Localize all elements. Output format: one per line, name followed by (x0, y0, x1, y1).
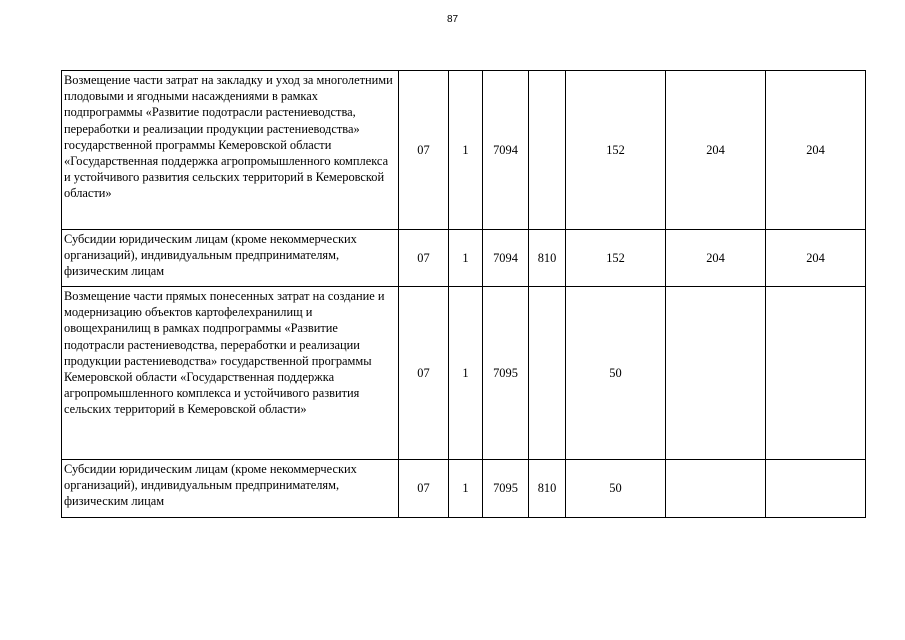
target-code-cell: 7095 (483, 460, 529, 518)
target-code-cell: 7094 (483, 230, 529, 287)
table-row (62, 71, 866, 230)
amount-cell-3 (766, 287, 866, 460)
amount-cell-1: 152 (566, 230, 666, 287)
row-description: Возмещение части прямых понесенных затрат на создание и модернизацию объектов картофелехранилищ и овощехранилищ в рамках подпрограммы «Развитие подотрасли растениеводства, переработки и реализации продукции растениеводства» государственной программы Кемеровской области «Государственная поддержка агропромышленного комплекса и устойчивого развития сельских территорий в Кемеровской области» (62, 287, 399, 460)
amount-cell-2 (666, 287, 766, 460)
amount-cell-1: 152 (566, 71, 666, 230)
expense-type-cell: 810 (529, 230, 566, 287)
section-code-cell: 07 (399, 71, 449, 230)
row-description: Субсидии юридическим лицам (кроме некоммерческих организаций), индивидуальным предпринимателям, физическим лицам (62, 460, 399, 518)
expense-type-cell (529, 287, 566, 460)
table-row (62, 287, 866, 460)
amount-cell-2: 204 (666, 230, 766, 287)
table-row (62, 460, 866, 518)
page-number: 87 (446, 14, 459, 25)
expense-type-cell (529, 71, 566, 230)
amount-cell-2: 204 (666, 71, 766, 230)
budget-table (61, 70, 866, 518)
row-description: Субсидии юридическим лицам (кроме некоммерческих организаций), индивидуальным предпринимателям, физическим лицам (62, 230, 399, 287)
amount-cell-1: 50 (566, 460, 666, 518)
expense-type-cell: 810 (529, 460, 566, 518)
target-code-cell: 7094 (483, 71, 529, 230)
section-code-cell: 07 (399, 287, 449, 460)
subprogram-code-cell: 1 (449, 287, 483, 460)
amount-cell-3: 204 (766, 230, 866, 287)
amount-cell-3: 204 (766, 71, 866, 230)
table-row (62, 230, 866, 287)
target-code-cell: 7095 (483, 287, 529, 460)
amount-cell-2 (666, 460, 766, 518)
section-code-cell: 07 (399, 230, 449, 287)
amount-cell-1: 50 (566, 287, 666, 460)
subprogram-code-cell: 1 (449, 460, 483, 518)
subprogram-code-cell: 1 (449, 230, 483, 287)
row-description: Возмещение части затрат на закладку и уход за многолетними плодовыми и ягодными насаждениями в рамках подпрограммы «Развитие подотрасли растениеводства, переработки и реализации продукции растениеводства» государственной программы Кемеровской области «Государственная поддержка агропромышленного комплекса и устойчивого развития сельских территорий в Кемеровской области» (62, 71, 399, 230)
section-code-cell: 07 (399, 460, 449, 518)
subprogram-code-cell: 1 (449, 71, 483, 230)
amount-cell-3 (766, 460, 866, 518)
